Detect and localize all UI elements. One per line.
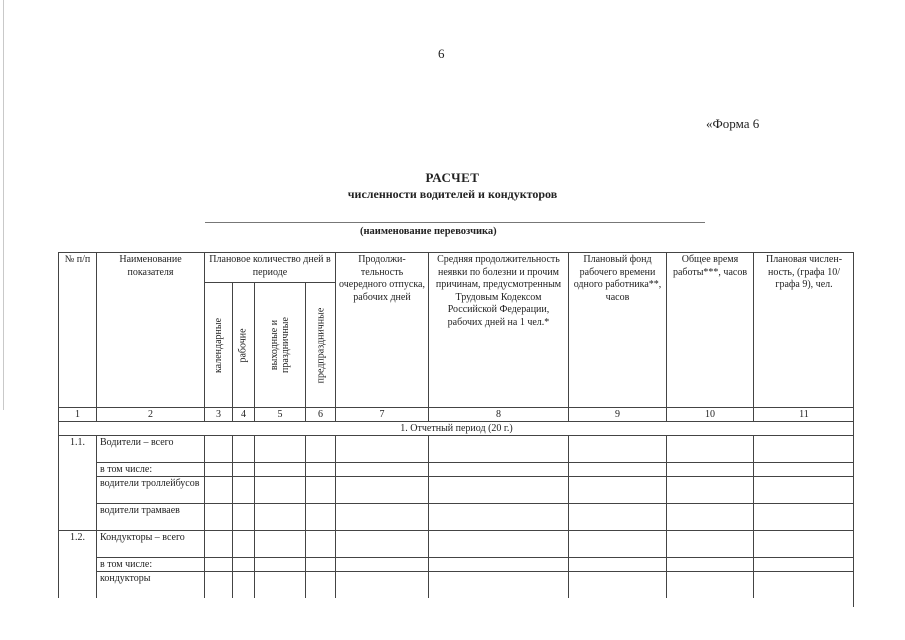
data-cell [428, 530, 568, 557]
page-edge-line [3, 0, 4, 410]
data-cell [428, 557, 568, 571]
column-number: 8 [428, 407, 568, 421]
data-cell [753, 435, 854, 462]
data-cell [305, 571, 335, 598]
data-cell [428, 462, 568, 476]
document-subtitle: численности водителей и кондукторов [347, 187, 558, 201]
data-cell [204, 571, 232, 598]
calculation-table [58, 252, 854, 607]
data-cell [335, 476, 428, 503]
data-cell [335, 503, 428, 530]
data-cell [753, 530, 854, 557]
row-label: в том числе: [96, 557, 204, 571]
data-cell [428, 435, 568, 462]
row-number: 1.2. [58, 530, 96, 598]
data-cell [568, 530, 666, 557]
data-cell [305, 530, 335, 557]
data-cell [753, 557, 854, 571]
data-cell [666, 530, 753, 557]
data-cell [232, 571, 254, 598]
document-title: РАСЧЕТ [425, 170, 480, 185]
header-working-days-text: рабочие [238, 327, 249, 363]
data-cell [232, 530, 254, 557]
column-number: 4 [232, 407, 254, 421]
data-cell [204, 503, 232, 530]
column-number: 5 [254, 407, 305, 421]
header-calendar-days [204, 282, 232, 407]
header-weekend-days [254, 282, 305, 407]
page-number: 6 [438, 46, 445, 61]
data-cell [568, 503, 666, 530]
data-cell [254, 530, 305, 557]
header-total-time: Общее время работы***, часов [666, 252, 753, 407]
data-cell [232, 462, 254, 476]
data-cell [204, 462, 232, 476]
data-cell [753, 462, 854, 476]
data-cell [568, 435, 666, 462]
data-cell [568, 476, 666, 503]
data-cell [666, 476, 753, 503]
column-number: 1 [58, 407, 96, 421]
column-number: 7 [335, 407, 428, 421]
data-cell [335, 530, 428, 557]
data-cell [254, 503, 305, 530]
data-cell [254, 462, 305, 476]
data-cell [254, 435, 305, 462]
data-cell [753, 571, 854, 598]
data-cell [428, 503, 568, 530]
data-cell [666, 571, 753, 598]
form-label: «Форма 6 [706, 116, 760, 131]
row-label: водители троллейбусов [96, 476, 204, 503]
header-work-fund: Плановый фонд рабочего времени одного работника**, часов [568, 252, 666, 407]
row-label: Водители – всего [96, 435, 204, 462]
data-cell [666, 503, 753, 530]
data-cell [335, 462, 428, 476]
data-cell [232, 476, 254, 503]
data-cell [568, 462, 666, 476]
column-number: 11 [753, 407, 854, 421]
data-cell [568, 557, 666, 571]
row-label: кондукторы [96, 571, 204, 598]
data-cell [428, 476, 568, 503]
data-cell [753, 503, 854, 530]
row-label: в том числе: [96, 462, 204, 476]
column-number: 10 [666, 407, 753, 421]
section-title: 1. Отчетный период (20 г.) [58, 421, 854, 435]
carrier-name-line [205, 222, 705, 223]
data-cell [305, 476, 335, 503]
column-number: 6 [305, 407, 335, 421]
data-cell [666, 435, 753, 462]
data-cell [232, 503, 254, 530]
data-cell [305, 462, 335, 476]
data-cell [753, 476, 854, 503]
header-weekend-days-text: выходные и праздничные [269, 317, 291, 373]
data-cell [428, 571, 568, 598]
header-vacation: Продолжи-тельность очередного отпуска, рабочих дней [335, 252, 428, 407]
header-preholiday-days-text: предпраздничные [315, 307, 327, 383]
data-cell [232, 557, 254, 571]
header-working-days [232, 282, 254, 407]
data-cell [335, 571, 428, 598]
data-cell [254, 557, 305, 571]
data-cell [232, 435, 254, 462]
row-number: 1.1. [58, 435, 96, 530]
data-cell [254, 476, 305, 503]
data-cell [254, 571, 305, 598]
data-cell [305, 435, 335, 462]
data-cell [568, 571, 666, 598]
header-plan-days: Плановое количество дней в периоде [204, 252, 335, 282]
data-cell [666, 557, 753, 571]
carrier-caption: (наименование перевозчика) [360, 226, 497, 237]
data-cell [305, 503, 335, 530]
header-absence: Средняя продолжительность неявки по болезни и прочим причинам, предусмотренным Трудовым Кодексом Российской Федерации, рабочих дней на 1 чел.* [428, 252, 568, 407]
header-preholiday-days [305, 282, 335, 407]
data-cell [204, 435, 232, 462]
header-planned-count: Плановая числен-ность, (графа 10/ графа 9), чел. [753, 252, 854, 407]
header-indicator: Наименование показателя [96, 252, 204, 407]
data-cell [204, 476, 232, 503]
data-cell [305, 557, 335, 571]
data-cell [335, 435, 428, 462]
column-number: 3 [204, 407, 232, 421]
data-cell [335, 557, 428, 571]
header-no: № п/п [58, 252, 96, 407]
column-number: 2 [96, 407, 204, 421]
table-right-border [853, 252, 854, 607]
header-calendar-days-text: календарные [213, 317, 224, 373]
data-cell [204, 557, 232, 571]
row-label: водители трамваев [96, 503, 204, 530]
column-number: 9 [568, 407, 666, 421]
data-cell [204, 530, 232, 557]
row-label: Кондукторы – всего [96, 530, 204, 557]
data-cell [666, 462, 753, 476]
